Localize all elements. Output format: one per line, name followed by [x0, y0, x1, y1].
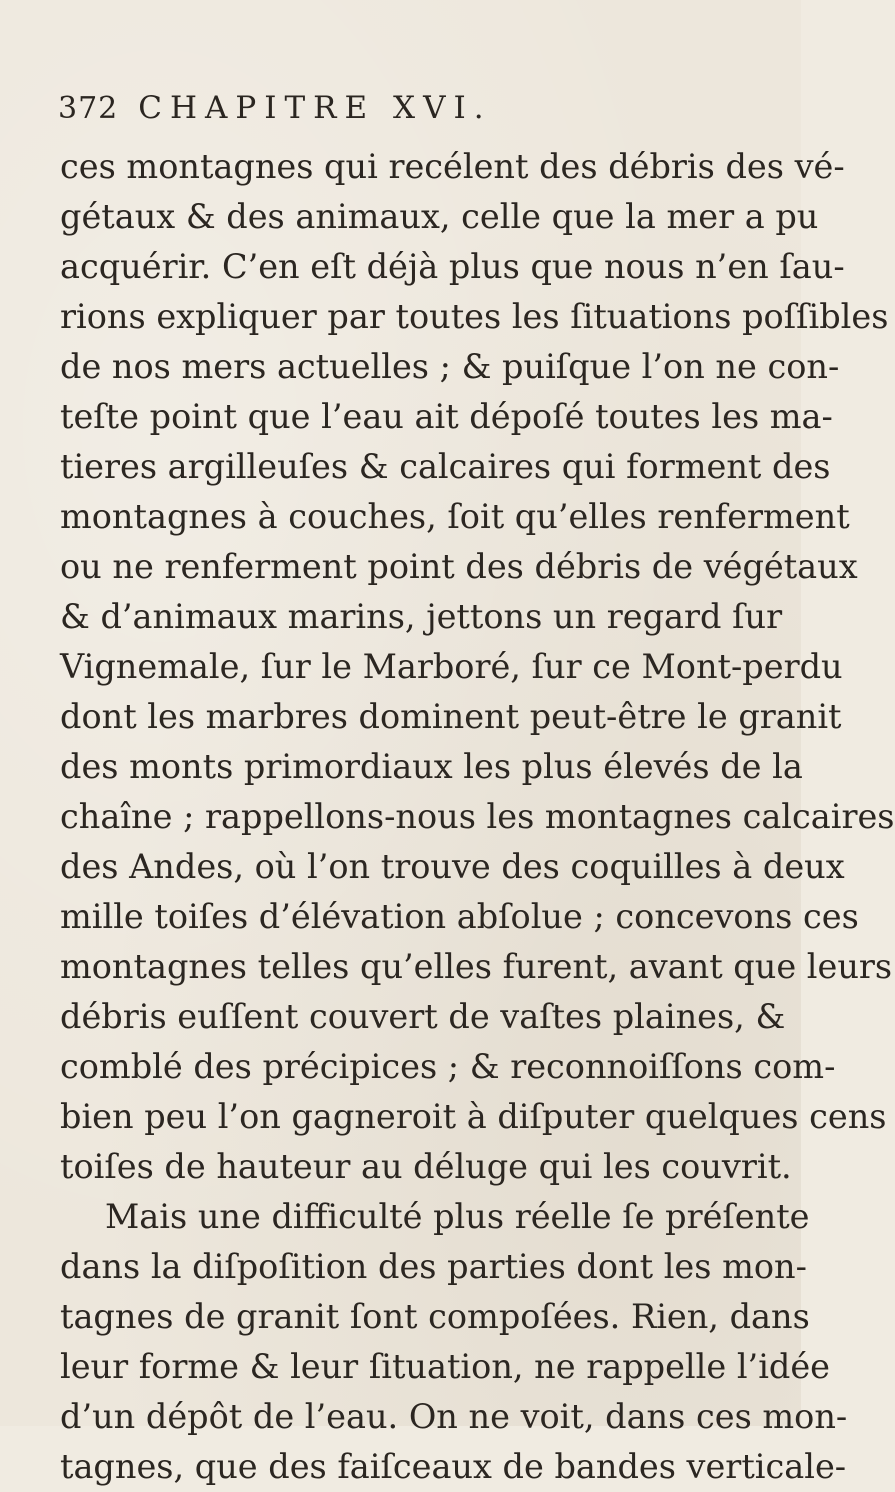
- text-line: de nos mers actuelles ; & puiſque l’on ne con-: [60, 347, 840, 386]
- text-line: & d’animaux marins, jettons un regard ſur: [60, 597, 783, 636]
- text-line: acquérir. C’en eſt déjà plus que nous n’en ſau-: [60, 247, 845, 286]
- text-line: montagnes à couches, ſoit qu’elles renferment: [60, 497, 850, 536]
- text-line: chaîne ; rappellons-nous les montagnes calcaires: [60, 797, 895, 836]
- text-line: ou ne renferment point des débris de végétaux: [60, 547, 858, 586]
- text-line: d’un dépôt de l’eau. On ne voit, dans ces mon-: [60, 1397, 848, 1436]
- text-line: Mais une difficulté plus réelle ſe préſente: [105, 1197, 810, 1236]
- text-line: Vignemale, ſur le Marboré, ſur ce Mont-perdu: [60, 647, 843, 686]
- text-line: des Andes, où l’on trouve des coquilles à deux: [60, 847, 845, 886]
- text-line: dans la diſpoſition des parties dont les mon-: [60, 1247, 807, 1286]
- text-line: bien peu l’on gagneroit à diſputer quelques cens: [60, 1097, 887, 1136]
- text-line: des monts primordiaux les plus élevés de la: [60, 747, 803, 786]
- text-line: comblé des précipices ; & reconnoiſſons com-: [60, 1047, 836, 1086]
- text-line: leur forme & leur ſituation, ne rappelle l’idée: [60, 1347, 831, 1386]
- text-line: montagnes telles qu’elles furent, avant que leurs: [60, 947, 893, 986]
- running-head: CHAPITRE XVI.: [138, 90, 492, 126]
- text-line: tieres argilleuſes & calcaires qui forment des: [60, 447, 831, 486]
- text-line: ces montagnes qui recélent des débris des vé-: [60, 147, 845, 186]
- text-line: débris euſſent couvert de vaſtes plaines, &: [60, 997, 786, 1036]
- text-line: toiſes de hauteur au déluge qui les couvrit.: [60, 1147, 792, 1186]
- page-number: 372: [58, 91, 119, 126]
- text-line: tagnes, que des faiſceaux de bandes verticale-: [60, 1447, 847, 1486]
- text-line: gétaux & des animaux, celle que la mer a pu: [60, 197, 819, 236]
- text-line: dont les marbres dominent peut-être le granit: [60, 697, 842, 736]
- body-text: [60, 142, 895, 1492]
- page-header: [58, 64, 748, 124]
- text-line: mille toiſes d’élévation abſolue ; concevons ces: [60, 897, 859, 936]
- text-line: teſte point que l’eau ait dépoſé toutes les ma-: [60, 397, 833, 436]
- text-line: rions expliquer par toutes les ſituations poſſibles: [60, 297, 889, 336]
- text-line: tagnes de granit ſont compoſées. Rien, dans: [60, 1297, 810, 1336]
